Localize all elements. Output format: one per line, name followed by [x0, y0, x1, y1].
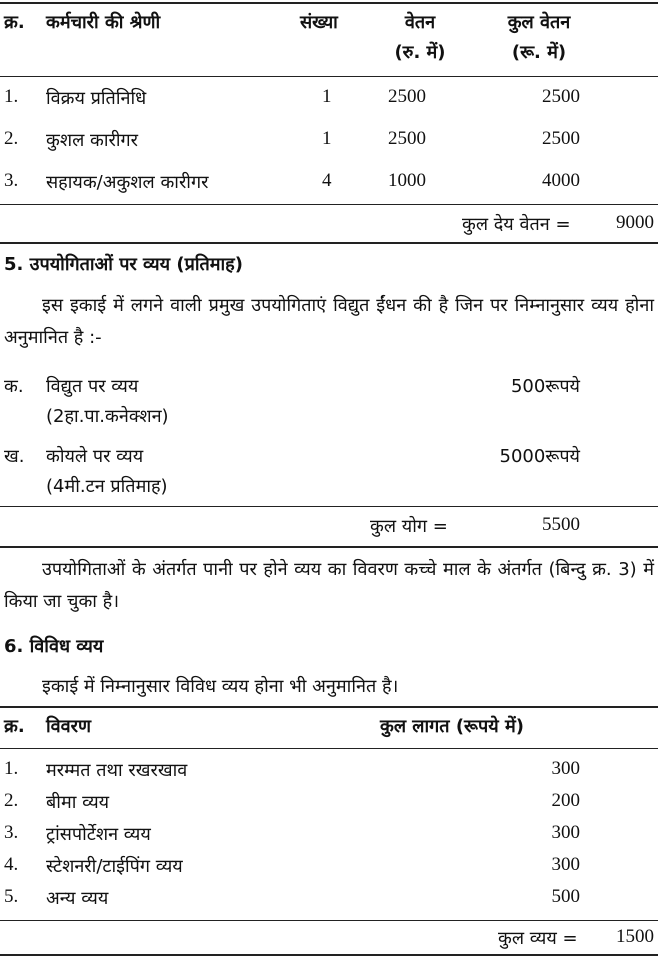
- table1-header-salary: वेतन: [404, 12, 436, 33]
- table2-row-cost: 200: [551, 790, 580, 811]
- table2-row-cost: 300: [551, 822, 580, 843]
- table1-top-rule: [0, 2, 658, 4]
- section5-item-marker: ख.: [4, 446, 25, 467]
- section6-intro: इकाई में निम्नानुसार विविध व्यय होना भी अनुमानित है।: [42, 676, 399, 697]
- table1-row-count: 1: [322, 86, 332, 107]
- table1-header-total: कुल वेतन: [507, 12, 571, 33]
- table1-row-category: सहायक/अकुशल कारीगर: [46, 172, 209, 193]
- section5-total-value: 5500: [542, 514, 580, 535]
- section5-item-amount: 500रूपये: [510, 376, 580, 397]
- table2-header-desc: विवरण: [46, 716, 92, 737]
- table2-row-desc: मरम्मत तथा रखरखाव: [46, 760, 188, 781]
- section5-item-label: विद्युत पर व्यय: [46, 376, 139, 397]
- table1-row-total: 4000: [542, 170, 580, 191]
- table1-row-no: 3.: [4, 170, 19, 191]
- table1-body-rule: [0, 204, 658, 205]
- table2-row-cost: 300: [551, 854, 580, 875]
- table2-row-desc: अन्य व्यय: [46, 888, 109, 909]
- table2-row-no: 3.: [4, 822, 19, 843]
- table2-row-desc: स्टेशनरी/टाईपिंग व्यय: [46, 856, 183, 877]
- table1-footer-label: कुल देय वेतन =: [462, 214, 571, 235]
- table2-row-cost: 300: [551, 758, 580, 779]
- section5-note: [4, 554, 654, 618]
- table2-header-no: क्र.: [4, 716, 25, 737]
- table1-header-rule: [0, 76, 658, 77]
- section5-item-marker: क.: [4, 376, 24, 397]
- section5-intro-text: इस इकाई में लगने वाली प्रमुख उपयोगिताएं विद्युत ईंधन की है जिन पर निम्नानुसार व्यय होना अनुमानित है :-: [4, 295, 654, 348]
- table1-header-count: संख्या: [300, 12, 338, 33]
- section6-total-value: 1500: [616, 926, 654, 947]
- table2-row-no: 2.: [4, 790, 19, 811]
- section5-total-label: कुल योग =: [370, 516, 448, 537]
- table2-row-desc: ट्रांसपोर्टेशन व्यय: [46, 824, 151, 845]
- table2-bottom-rule: [0, 954, 658, 956]
- table2-row-cost: 500: [551, 886, 580, 907]
- section5-item-amount: 5000रूपये: [499, 446, 580, 467]
- table1-header-salary-unit: (रु. में): [394, 42, 446, 63]
- section6-heading: 6. विविध व्यय: [4, 636, 104, 657]
- table2-header-rule: [0, 748, 658, 749]
- table1-row-category: कुशल कारीगर: [46, 130, 138, 151]
- table2-header-cost: कुल लागत (रूपये में): [380, 716, 524, 737]
- table2-row-no: 1.: [4, 758, 19, 779]
- table1-row-category: विक्रय प्रतिनिधि: [46, 88, 147, 109]
- section5-bottom-rule: [0, 546, 658, 548]
- table2-top-rule: [0, 706, 658, 708]
- table1-row-total: 2500: [542, 86, 580, 107]
- section6-total-label: कुल व्यय =: [498, 928, 578, 949]
- table1-row-count: 4: [322, 170, 332, 191]
- table1-row-salary: 1000: [388, 170, 426, 191]
- table1-row-count: 1: [322, 128, 332, 149]
- table2-body-rule: [0, 920, 658, 921]
- table2-row-desc: बीमा व्यय: [46, 792, 110, 813]
- section5-intro: [4, 290, 654, 354]
- table1-row-no: 2.: [4, 128, 19, 149]
- table1-header-category: कर्मचारी की श्रेणी: [46, 12, 161, 33]
- section5-item-sub: (2हा.पा.कनेक्शन): [46, 406, 169, 427]
- section5-note-text: उपयोगिताओं के अंतर्गत पानी पर होने व्यय का विवरण कच्चे माल के अंतर्गत (बिन्दु क्र. 3) में किया जा चुका है।: [4, 559, 654, 612]
- section5-sum-rule: [0, 506, 658, 507]
- section5-heading: 5. उपयोगिताओं पर व्यय (प्रतिमाह): [4, 254, 243, 275]
- section5-item-label: कोयले पर व्यय: [46, 446, 144, 467]
- table1-bottom-rule: [0, 242, 658, 244]
- table1-header-total-unit: (रू. में): [511, 42, 567, 63]
- table1-row-salary: 2500: [388, 128, 426, 149]
- table1-header-no: क्र.: [4, 12, 25, 33]
- table2-row-no: 5.: [4, 886, 19, 907]
- section5-item-sub: (4मी.टन प्रतिमाह): [46, 476, 168, 497]
- table2-row-no: 4.: [4, 854, 19, 875]
- table1-footer-value: 9000: [616, 212, 654, 233]
- table1-row-total: 2500: [542, 128, 580, 149]
- table1-row-salary: 2500: [388, 86, 426, 107]
- table1-row-no: 1.: [4, 86, 19, 107]
